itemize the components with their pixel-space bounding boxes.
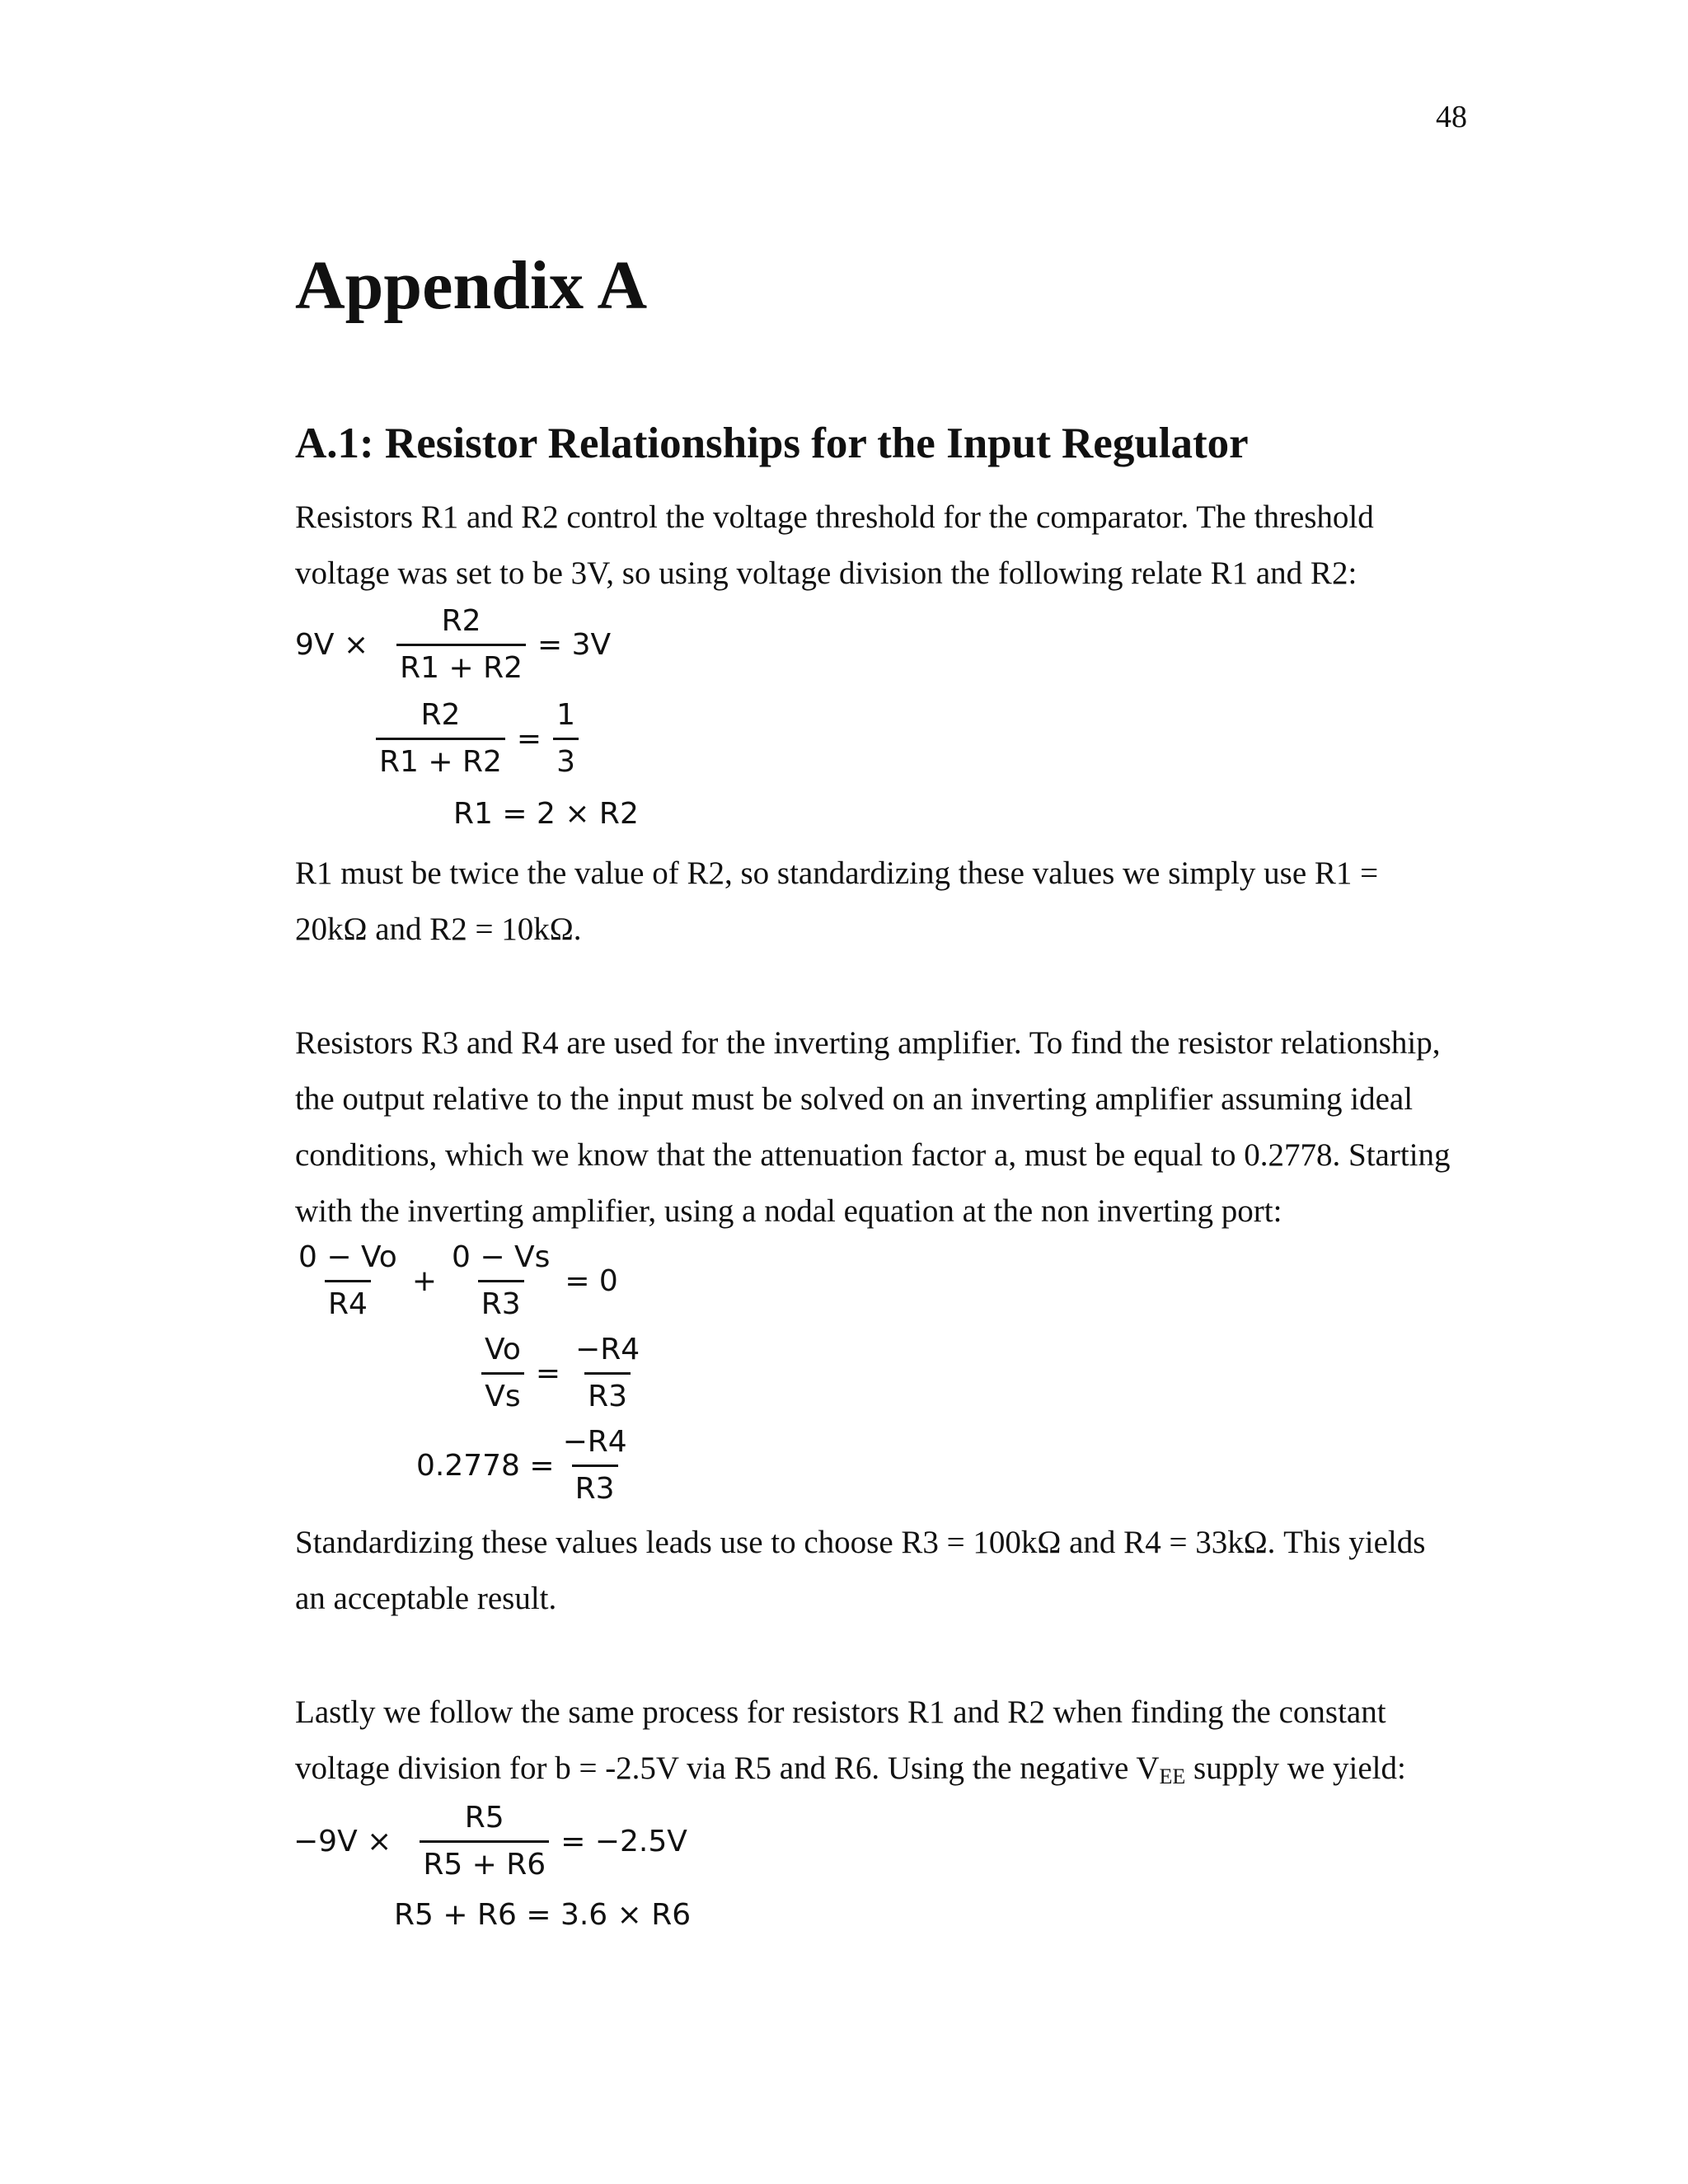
equation-term: 9V × bbox=[295, 627, 369, 662]
fraction bbox=[448, 1240, 553, 1321]
equation-voltage-divider bbox=[295, 604, 617, 685]
denominator: R4 bbox=[325, 1280, 371, 1319]
equation-nodal bbox=[290, 1240, 625, 1321]
paragraph-line: Lastly we follow the same process for resistors R1 and R2 when finding the constant bbox=[295, 1694, 1386, 1730]
equation-gain bbox=[476, 1335, 648, 1412]
paragraph-line: conditions, which we know that the attenuation factor a, must be equal to 0.2778. Starting bbox=[295, 1137, 1451, 1173]
numerator: Vo bbox=[485, 1333, 521, 1366]
fraction bbox=[553, 698, 579, 779]
paragraph-line: with the inverting amplifier, using a nodal equation at the non inverting port: bbox=[295, 1193, 1282, 1229]
equation-r5-r6: R5 + R6 = 3.6 × R6 bbox=[394, 1898, 692, 1932]
numerator: 1 bbox=[556, 698, 575, 732]
paragraph-line bbox=[295, 1752, 1406, 1788]
denominator: R5 + R6 bbox=[420, 1840, 549, 1880]
paragraph-line: voltage was set to be 3V, so using voltage division the following relate R1 and R2: bbox=[295, 555, 1357, 591]
paragraph-line: Resistors R1 and R2 control the voltage threshold for the comparator. The threshold bbox=[295, 499, 1374, 535]
numerator: 0 − Vs bbox=[451, 1240, 551, 1274]
numerator: R5 bbox=[464, 1801, 504, 1835]
fraction bbox=[420, 1803, 549, 1880]
numerator: R2 bbox=[420, 698, 461, 732]
numerator: −R4 bbox=[562, 1425, 627, 1459]
fraction bbox=[572, 1335, 643, 1412]
paragraph-line: R1 must be twice the value of R2, so standardizing these values we simply use R1 = bbox=[295, 855, 1379, 891]
paragraph-line: Standardizing these values leads use to choose R3 = 100kΩ and R4 = 33kΩ. This yields bbox=[295, 1525, 1426, 1560]
paragraph-line: 20kΩ and R2 = 10kΩ. bbox=[295, 912, 582, 947]
denominator: R3 bbox=[584, 1372, 631, 1412]
numerator: −R4 bbox=[575, 1333, 640, 1366]
equation-negative-divider bbox=[293, 1803, 694, 1880]
denominator: R1 + R2 bbox=[396, 644, 526, 683]
numerator: 0 − Vo bbox=[298, 1240, 397, 1274]
denominator: R3 bbox=[572, 1465, 618, 1504]
text-run: supply we yield: bbox=[1185, 1750, 1406, 1786]
fraction bbox=[376, 698, 505, 779]
equals-sign: = bbox=[535, 1356, 561, 1390]
paragraph-line: the output relative to the input must be solved on an inverting amplifier assuming ideal bbox=[295, 1081, 1414, 1117]
page-number: 48 bbox=[1436, 100, 1467, 134]
denominator: R3 bbox=[478, 1280, 524, 1319]
equals-sign: = bbox=[516, 721, 542, 756]
equation-term: 0.2778 = bbox=[416, 1448, 555, 1483]
subscript: EE bbox=[1159, 1765, 1186, 1788]
paragraph-line: Resistors R3 and R4 are used for the inverting amplifier. To find the resistor relationship, bbox=[295, 1025, 1441, 1061]
page-title: Appendix A bbox=[295, 247, 648, 324]
fraction bbox=[560, 1427, 631, 1504]
equation-term: = 3V bbox=[537, 627, 612, 662]
equation-term: = −2.5V bbox=[560, 1824, 687, 1858]
fraction bbox=[481, 1335, 524, 1412]
text-run: voltage division for b = -2.5V via R5 and R6. Using the negative V bbox=[295, 1750, 1160, 1786]
denominator: R1 + R2 bbox=[376, 738, 505, 777]
denominator: 3 bbox=[553, 738, 579, 777]
denominator: Vs bbox=[481, 1372, 523, 1412]
equation-r1-r2: R1 = 2 × R2 bbox=[453, 797, 639, 831]
equation-term: = 0 bbox=[565, 1263, 618, 1298]
numerator: R2 bbox=[441, 604, 481, 638]
fraction bbox=[396, 604, 526, 685]
section-heading: A.1: Resistor Relationships for the Input Regulator bbox=[295, 419, 1249, 467]
paragraph-line: an acceptable result. bbox=[295, 1581, 557, 1616]
fraction bbox=[295, 1240, 401, 1321]
plus-sign: + bbox=[411, 1263, 437, 1298]
equation-attenuation bbox=[416, 1427, 635, 1504]
equation-ratio bbox=[371, 698, 584, 779]
equation-term: −9V × bbox=[293, 1824, 392, 1858]
